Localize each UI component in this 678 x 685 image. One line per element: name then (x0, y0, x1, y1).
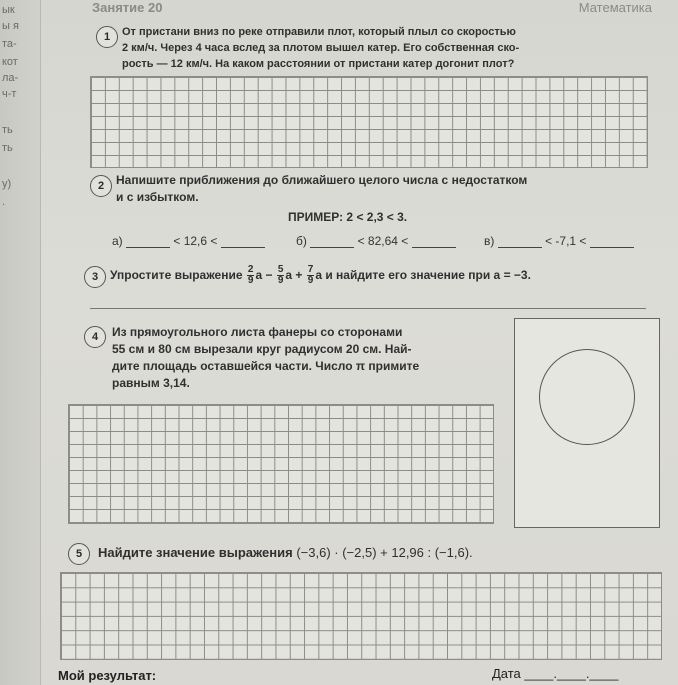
previous-page-edge (0, 0, 41, 685)
task-2-line: Напишите приближения до ближайшего целого числа с недостатком (116, 173, 528, 187)
task-5-answer-grid[interactable] (60, 572, 662, 660)
task-2-item-c (484, 234, 634, 248)
fraction: $\frac{7}{9}$ (307, 264, 314, 287)
date-label: Дата (492, 666, 521, 681)
answer-blank[interactable] (498, 235, 542, 248)
item-label: в) (484, 234, 495, 248)
date-field (492, 666, 618, 681)
task-4-line: равным 3,14. (112, 376, 190, 390)
prev-fragment: ы я (2, 20, 19, 32)
lesson-header: Занятие 20 (92, 0, 163, 15)
item-expression: < -7,1 < (545, 234, 587, 248)
item-expression: < 12,6 < (173, 234, 218, 248)
item-label: б) (296, 234, 307, 248)
fraction: $\frac{5}{9}$ (277, 264, 284, 287)
fraction-var: a + (285, 268, 303, 282)
answer-blank[interactable] (310, 235, 354, 248)
prev-fragment: ть (2, 124, 13, 136)
prev-fragment: ть (2, 142, 13, 154)
task-5-text (98, 544, 473, 561)
item-label: а) (112, 234, 123, 248)
task-4-line: 55 см и 80 см вырезали круг радиусом 20 см. Най- (112, 342, 412, 356)
task-1-line: 2 км/ч. Через 4 часа вслед за плотом вышел катер. Его собственная ско- (122, 42, 520, 54)
task-2-number: 2 (90, 175, 112, 197)
task-4-line: дите площадь оставшейся части. Число π примите (112, 359, 420, 373)
date-blank[interactable]: ____.____.____ (524, 666, 619, 681)
answer-blank[interactable] (412, 235, 456, 248)
task-5-expression: (−3,6) · (−2,5) + 12,96 : (−1,6). (296, 545, 473, 560)
fraction-var: a (315, 268, 322, 282)
my-result-label: Мой результат: (58, 668, 157, 683)
task-1-answer-grid[interactable] (90, 76, 648, 168)
task-5-number: 5 (68, 543, 90, 565)
task-3-prefix: Упростите выражение (110, 268, 243, 282)
subject-header: Математика (578, 0, 652, 15)
task-1-line: От пристани вниз по реке отправили плот, который плыл со скоростью (122, 26, 516, 38)
prev-fragment: ык (2, 4, 15, 16)
cut-circle-figure (539, 349, 635, 445)
prev-fragment: ч-т (2, 88, 17, 100)
task-4-answer-grid[interactable] (68, 404, 494, 524)
task-4-number: 4 (84, 326, 106, 348)
task-3-number: 3 (84, 266, 106, 288)
prev-fragment: кот (2, 56, 18, 68)
task-2-example: ПРИМЕР: 2 < 2,3 < 3. (288, 210, 408, 224)
task-3-suffix: и найдите его значение при a = −3. (325, 268, 531, 282)
task-2-item-a (112, 234, 265, 248)
workbook-page (40, 0, 678, 685)
fraction: $\frac{2}{9}$ (247, 264, 254, 287)
task-1-line: рость — 12 км/ч. На каком расстоянии от пристани катер догонит плот? (122, 58, 515, 70)
prev-fragment: та- (2, 38, 17, 50)
task-2-item-b (296, 234, 456, 248)
operator: − (265, 268, 273, 282)
task-3-text (110, 262, 670, 288)
task-4-text (112, 324, 512, 392)
task-3-answer-line[interactable] (90, 308, 646, 309)
task-1-number: 1 (96, 26, 118, 48)
prev-fragment: ла- (2, 72, 19, 84)
fraction-var: a (255, 268, 263, 282)
item-expression: < 82,64 < (357, 234, 409, 248)
task-2-line: и с избытком. (116, 190, 199, 204)
answer-blank[interactable] (590, 235, 634, 248)
prev-fragment: . (2, 196, 6, 208)
task-4-line: Из прямоугольного листа фанеры со сторонами (112, 325, 403, 339)
task-1-text (122, 24, 667, 72)
answer-blank[interactable] (126, 235, 170, 248)
task-2-text (116, 172, 646, 206)
answer-blank[interactable] (221, 235, 265, 248)
task-5-prompt: Найдите значение выражения (98, 545, 293, 560)
plywood-rectangle-figure (514, 318, 660, 528)
prev-fragment: у) (2, 178, 12, 190)
